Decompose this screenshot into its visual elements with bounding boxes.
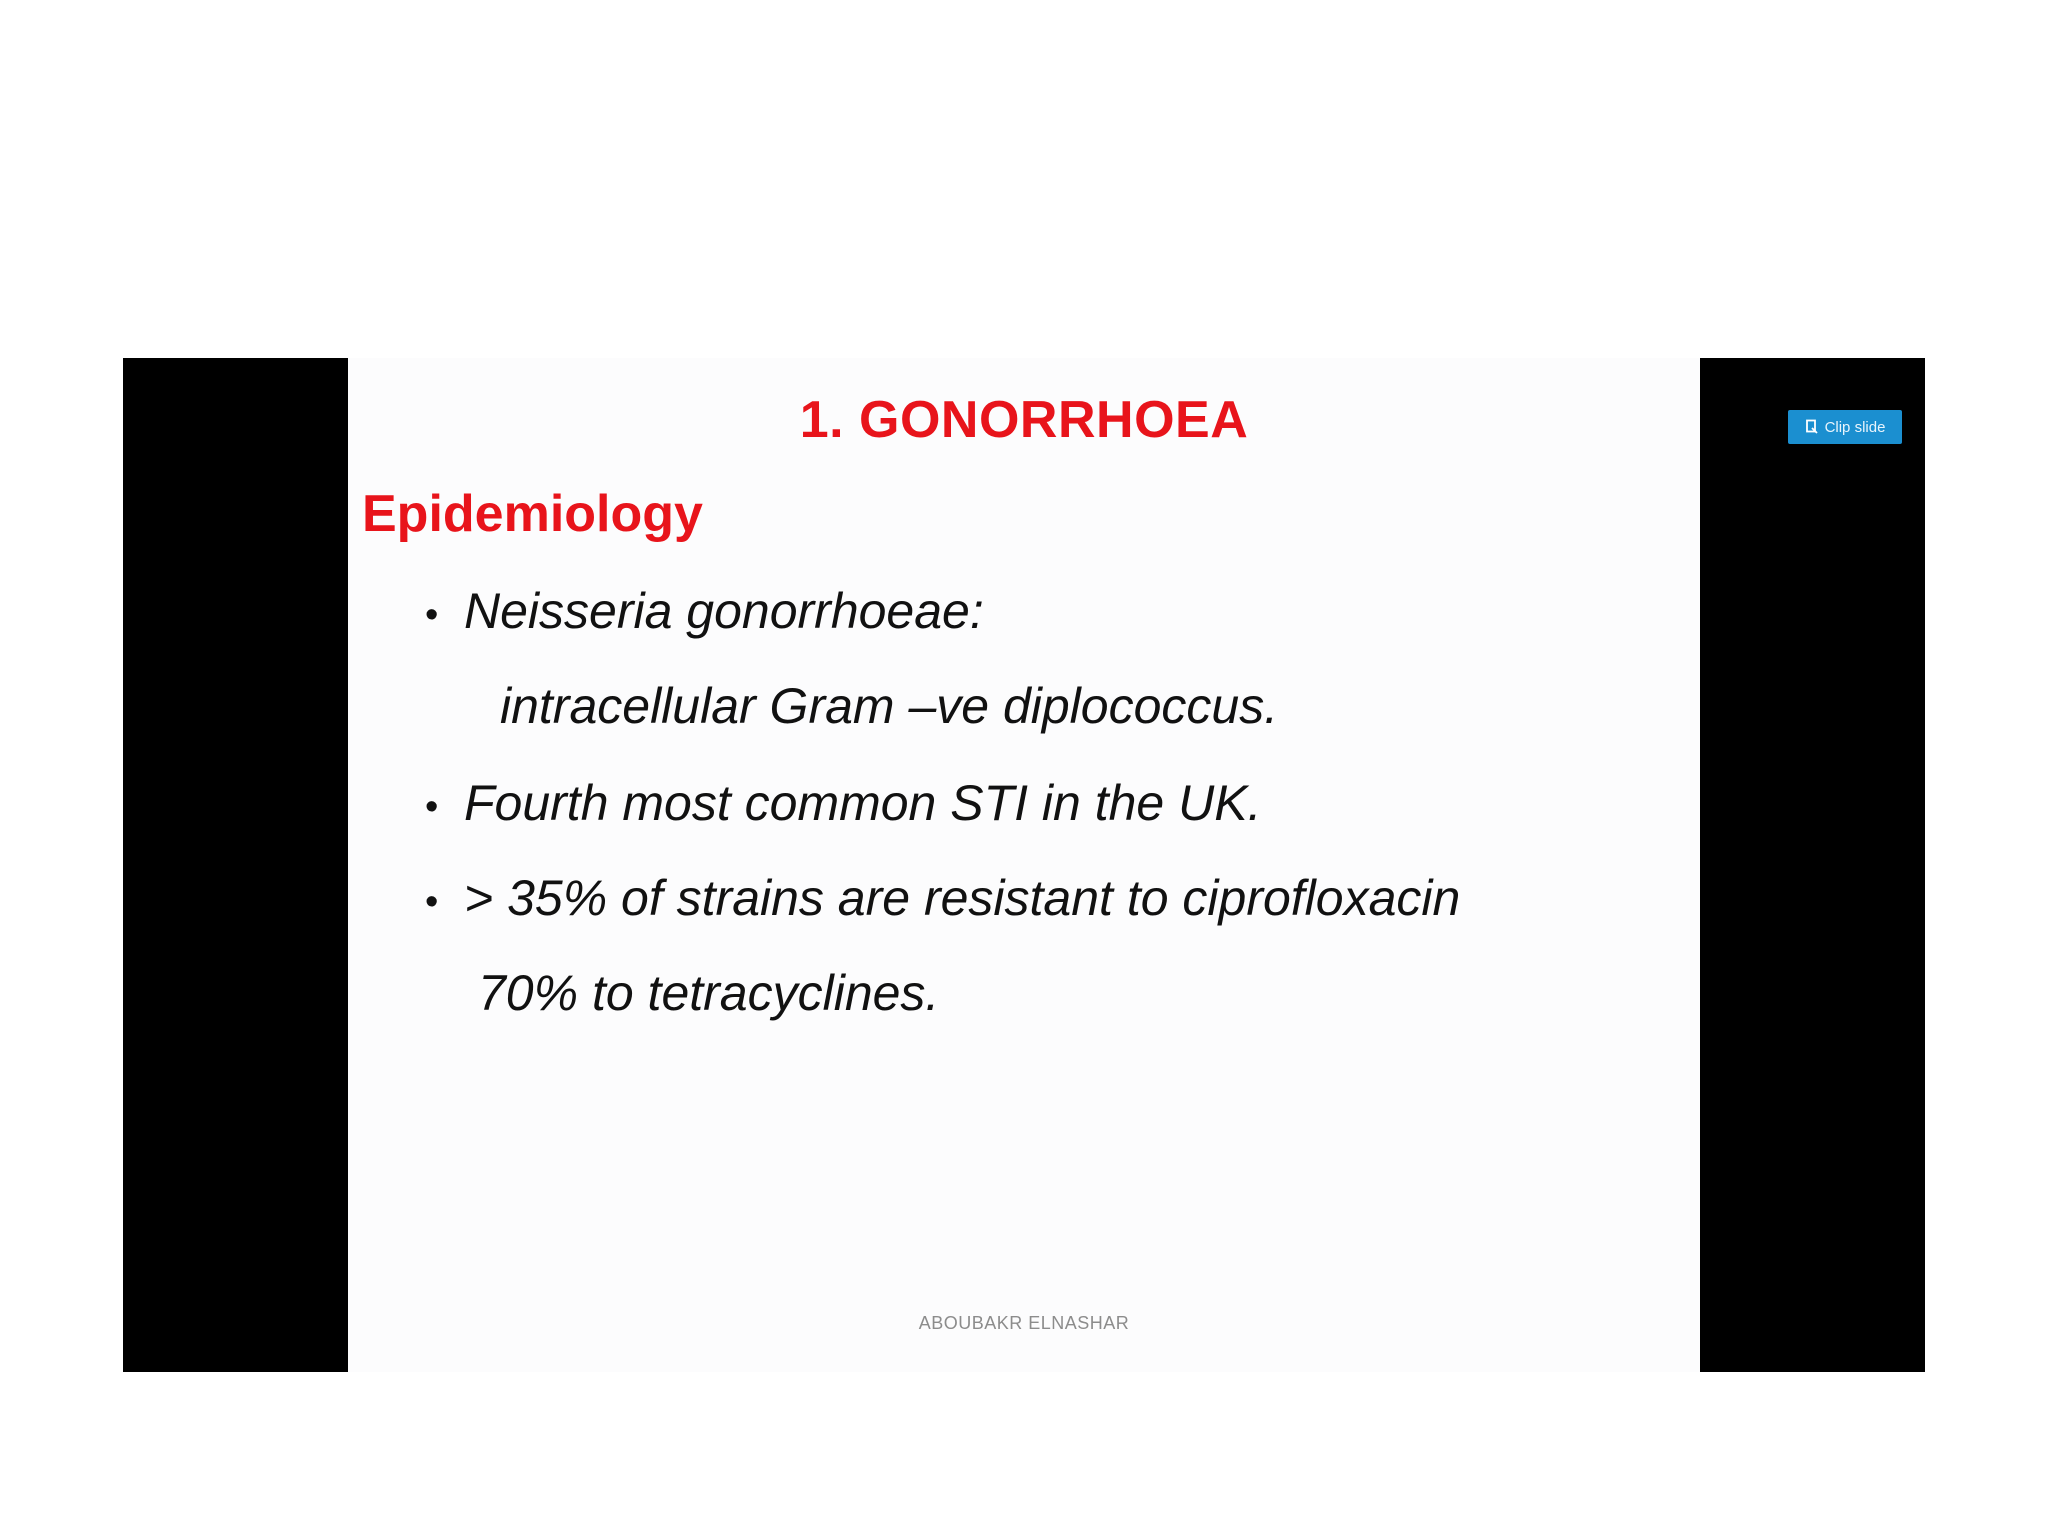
slide-title: 1. GONORRHOEA [799, 391, 1249, 449]
slide-footer: ABOUBAKR ELNASHAR [918, 1313, 1130, 1333]
clip-slide-label: Clip slide [1824, 418, 1886, 436]
bullet-1-line-1: Neisseria gonorrhoeae: [464, 583, 984, 639]
bullet-2-line-1: Fourth most common STI in the UK. [464, 775, 1262, 831]
bullet-marker: • [425, 881, 439, 923]
bullet-1-line-2: intracellular Gram –ve diplococcus. [500, 678, 1279, 734]
section-heading: Epidemiology [362, 485, 703, 543]
clip-slide-button[interactable] [1788, 410, 1902, 444]
clip-icon [1805, 419, 1819, 435]
bullet-3-line-2: 70% to tetracyclines. [478, 965, 940, 1021]
slide-viewer [123, 358, 1925, 1372]
bullet-marker: • [425, 786, 439, 828]
bullet-marker: • [425, 594, 439, 636]
bullet-3-line-1: > 35% of strains are resistant to ciprofloxacin [464, 870, 1461, 926]
slide [348, 358, 1700, 1372]
